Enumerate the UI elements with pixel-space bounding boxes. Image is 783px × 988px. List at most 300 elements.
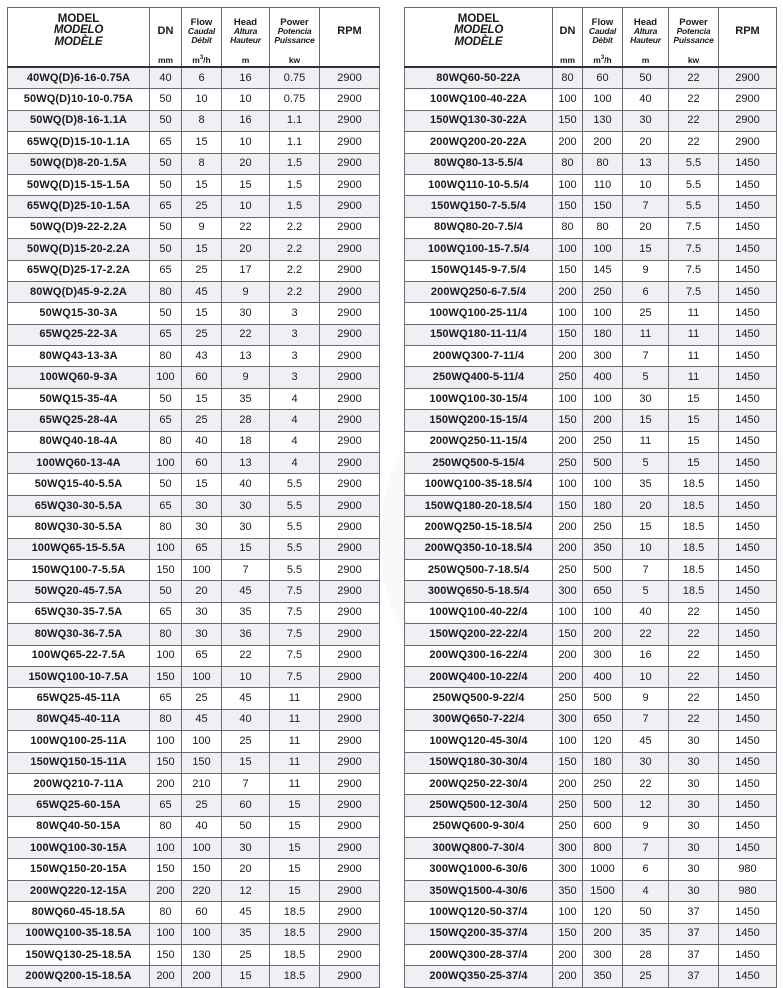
model-cell: 50WQ20-45-7.5A xyxy=(8,581,150,602)
flow-cell: 210 xyxy=(182,773,222,794)
table-row xyxy=(405,602,777,623)
model-cell: 65WQ(D)15-10-1.1A xyxy=(8,132,150,153)
table-row xyxy=(405,239,777,260)
flow-cell: 200 xyxy=(583,923,623,944)
rpm-cell: 1450 xyxy=(719,388,777,409)
model-cell: 80WQ80-13-5.5/4 xyxy=(405,153,553,174)
flow-cell: 650 xyxy=(583,709,623,730)
header-rpm: RPM xyxy=(320,8,380,55)
table-row xyxy=(8,880,380,901)
power-cell: 5.5 xyxy=(270,517,320,538)
rpm-cell: 1450 xyxy=(719,474,777,495)
table-row xyxy=(8,902,380,923)
dn-cell: 200 xyxy=(553,666,583,687)
dn-cell: 100 xyxy=(553,303,583,324)
model-cell: 65WQ25-60-15A xyxy=(8,795,150,816)
head-cell: 9 xyxy=(222,367,270,388)
power-cell: 30 xyxy=(669,816,719,837)
head-cell: 50 xyxy=(623,67,669,89)
model-cell: 50WQ15-40-5.5A xyxy=(8,474,150,495)
head-cell: 13 xyxy=(222,346,270,367)
rpm-cell: 2900 xyxy=(320,880,380,901)
dn-cell: 150 xyxy=(553,260,583,281)
header-dn: DN xyxy=(553,8,583,55)
dn-cell: 150 xyxy=(553,110,583,131)
head-cell: 5 xyxy=(623,581,669,602)
flow-cell: 250 xyxy=(583,773,623,794)
head-cell: 15 xyxy=(623,410,669,431)
head-cell: 35 xyxy=(222,923,270,944)
table-row xyxy=(8,474,380,495)
head-cell: 20 xyxy=(222,859,270,880)
rpm-cell: 2900 xyxy=(320,945,380,966)
table-row xyxy=(8,645,380,666)
head-cell: 12 xyxy=(623,795,669,816)
head-cell: 60 xyxy=(222,795,270,816)
table-row xyxy=(8,945,380,966)
flow-cell: 250 xyxy=(583,281,623,302)
dn-cell: 65 xyxy=(150,260,182,281)
flow-cell: 120 xyxy=(583,731,623,752)
dn-cell: 50 xyxy=(150,581,182,602)
unit-head: m xyxy=(623,54,669,67)
model-cell: 250WQ600-9-30/4 xyxy=(405,816,553,837)
rpm-cell: 2900 xyxy=(320,538,380,559)
power-cell: 4 xyxy=(270,410,320,431)
head-cell: 50 xyxy=(623,902,669,923)
dn-cell: 200 xyxy=(553,538,583,559)
rpm-cell: 1450 xyxy=(719,495,777,516)
power-cell: 18.5 xyxy=(669,559,719,580)
flow-cell: 180 xyxy=(583,324,623,345)
dn-cell: 150 xyxy=(553,624,583,645)
model-cell: 150WQ180-20-18.5/4 xyxy=(405,495,553,516)
model-cell: 150WQ200-22-22/4 xyxy=(405,624,553,645)
rpm-cell: 1450 xyxy=(719,966,777,987)
unit-power: kw xyxy=(270,54,320,67)
dn-cell: 300 xyxy=(553,581,583,602)
model-cell: 100WQ100-30-15A xyxy=(8,838,150,859)
pump-spec-table-left xyxy=(7,7,380,988)
power-cell: 7.5 xyxy=(270,666,320,687)
model-cell: 80WQ60-50-22A xyxy=(405,67,553,89)
rpm-cell: 2900 xyxy=(320,816,380,837)
flow-cell: 15 xyxy=(182,388,222,409)
table-row xyxy=(405,731,777,752)
head-cell: 36 xyxy=(222,624,270,645)
power-cell: 11 xyxy=(669,367,719,388)
power-cell: 7.5 xyxy=(270,624,320,645)
flow-cell: 100 xyxy=(182,923,222,944)
power-cell: 11 xyxy=(669,324,719,345)
flow-cell: 1000 xyxy=(583,859,623,880)
head-cell: 7 xyxy=(623,346,669,367)
head-cell: 30 xyxy=(623,110,669,131)
flow-cell: 15 xyxy=(182,132,222,153)
dn-cell: 200 xyxy=(553,517,583,538)
table-row xyxy=(8,731,380,752)
head-cell: 5 xyxy=(623,453,669,474)
rpm-cell: 980 xyxy=(719,880,777,901)
dn-cell: 65 xyxy=(150,795,182,816)
flow-cell: 15 xyxy=(182,174,222,195)
dn-cell: 150 xyxy=(150,859,182,880)
head-cell: 30 xyxy=(222,303,270,324)
table-row xyxy=(8,89,380,110)
dn-cell: 65 xyxy=(150,196,182,217)
dn-cell: 100 xyxy=(150,367,182,388)
head-cell: 7 xyxy=(623,196,669,217)
dn-cell: 50 xyxy=(150,239,182,260)
model-cell: 80WQ40-50-15A xyxy=(8,816,150,837)
power-cell: 22 xyxy=(669,89,719,110)
flow-cell: 100 xyxy=(583,239,623,260)
table-row xyxy=(8,517,380,538)
model-cell: 65WQ(D)25-10-1.5A xyxy=(8,196,150,217)
unit-rpm xyxy=(320,54,380,67)
rpm-cell: 2900 xyxy=(320,709,380,730)
dn-cell: 65 xyxy=(150,495,182,516)
rpm-cell: 1450 xyxy=(719,303,777,324)
rpm-cell: 2900 xyxy=(320,645,380,666)
head-cell: 50 xyxy=(222,816,270,837)
unit-head: m xyxy=(222,54,270,67)
rpm-cell: 2900 xyxy=(320,795,380,816)
power-cell: 1.1 xyxy=(270,132,320,153)
rpm-cell: 1450 xyxy=(719,538,777,559)
table-row xyxy=(405,388,777,409)
model-cell: 80WQ30-36-7.5A xyxy=(8,624,150,645)
rpm-cell: 2900 xyxy=(320,581,380,602)
table-row xyxy=(8,495,380,516)
head-cell: 16 xyxy=(222,110,270,131)
pump-spec-table-right xyxy=(404,7,777,988)
header-rpm: RPM xyxy=(719,8,777,55)
flow-cell: 300 xyxy=(583,945,623,966)
dn-cell: 65 xyxy=(150,410,182,431)
dn-cell: 50 xyxy=(150,110,182,131)
power-cell: 11 xyxy=(270,709,320,730)
power-cell: 2.2 xyxy=(270,260,320,281)
table-row xyxy=(8,110,380,131)
rpm-cell: 2900 xyxy=(719,89,777,110)
rpm-cell: 980 xyxy=(719,859,777,880)
model-cell: 50WQ15-30-3A xyxy=(8,303,150,324)
flow-cell: 30 xyxy=(182,624,222,645)
dn-cell: 250 xyxy=(553,453,583,474)
dn-cell: 100 xyxy=(150,538,182,559)
flow-cell: 8 xyxy=(182,110,222,131)
flow-cell: 30 xyxy=(182,495,222,516)
table-row xyxy=(405,966,777,987)
rpm-cell: 2900 xyxy=(320,324,380,345)
rpm-cell: 2900 xyxy=(320,453,380,474)
dn-cell: 50 xyxy=(150,153,182,174)
table-row xyxy=(8,581,380,602)
flow-cell: 130 xyxy=(583,110,623,131)
head-cell: 16 xyxy=(222,67,270,89)
power-cell: 11 xyxy=(270,752,320,773)
model-cell: 65WQ30-30-5.5A xyxy=(8,495,150,516)
model-cell: 50WQ15-35-4A xyxy=(8,388,150,409)
flow-cell: 500 xyxy=(583,688,623,709)
flow-cell: 80 xyxy=(583,153,623,174)
head-cell: 11 xyxy=(623,324,669,345)
model-cell: 50WQ(D)15-15-1.5A xyxy=(8,174,150,195)
head-cell: 7 xyxy=(623,709,669,730)
dn-cell: 65 xyxy=(150,688,182,709)
table-row xyxy=(8,153,380,174)
power-cell: 30 xyxy=(669,752,719,773)
table-row xyxy=(405,923,777,944)
header-dn: DN xyxy=(150,8,182,55)
dn-cell: 100 xyxy=(553,731,583,752)
head-cell: 15 xyxy=(623,239,669,260)
table-row xyxy=(8,773,380,794)
head-cell: 9 xyxy=(623,260,669,281)
dn-cell: 100 xyxy=(150,731,182,752)
flow-cell: 45 xyxy=(182,281,222,302)
model-cell: 80WQ45-40-11A xyxy=(8,709,150,730)
rpm-cell: 1450 xyxy=(719,410,777,431)
flow-cell: 25 xyxy=(182,260,222,281)
rpm-cell: 2900 xyxy=(320,923,380,944)
rpm-cell: 2900 xyxy=(320,752,380,773)
flow-cell: 6 xyxy=(182,67,222,89)
head-cell: 20 xyxy=(623,132,669,153)
head-cell: 10 xyxy=(222,666,270,687)
power-cell: 3 xyxy=(270,367,320,388)
dn-cell: 300 xyxy=(553,838,583,859)
rpm-cell: 1450 xyxy=(719,581,777,602)
power-cell: 15 xyxy=(270,859,320,880)
head-cell: 18 xyxy=(222,431,270,452)
dn-cell: 150 xyxy=(553,923,583,944)
model-cell: 200WQ250-6-7.5/4 xyxy=(405,281,553,302)
flow-cell: 100 xyxy=(583,474,623,495)
head-cell: 7 xyxy=(222,559,270,580)
table-row xyxy=(405,816,777,837)
rpm-cell: 2900 xyxy=(320,388,380,409)
head-cell: 35 xyxy=(623,923,669,944)
model-cell: 50WQ(D)8-20-1.5A xyxy=(8,153,150,174)
flow-cell: 20 xyxy=(182,581,222,602)
model-cell: 250WQ400-5-11/4 xyxy=(405,367,553,388)
rpm-cell: 2900 xyxy=(719,67,777,89)
model-cell: 80WQ60-45-18.5A xyxy=(8,902,150,923)
rpm-cell: 1450 xyxy=(719,945,777,966)
rpm-cell: 1450 xyxy=(719,153,777,174)
model-cell: 150WQ200-35-37/4 xyxy=(405,923,553,944)
model-cell: 100WQ60-9-3A xyxy=(8,367,150,388)
rpm-cell: 2900 xyxy=(320,838,380,859)
table-row xyxy=(405,367,777,388)
dn-cell: 100 xyxy=(553,388,583,409)
flow-cell: 15 xyxy=(182,474,222,495)
head-cell: 35 xyxy=(222,602,270,623)
head-cell: 28 xyxy=(623,945,669,966)
power-cell: 11 xyxy=(270,731,320,752)
head-cell: 15 xyxy=(623,517,669,538)
flow-cell: 250 xyxy=(583,431,623,452)
header-power: Power Potencia Puissance xyxy=(669,8,719,55)
model-cell: 150WQ130-30-22A xyxy=(405,110,553,131)
table-row xyxy=(8,795,380,816)
table-row xyxy=(405,709,777,730)
head-cell: 10 xyxy=(222,89,270,110)
head-cell: 12 xyxy=(222,880,270,901)
rpm-cell: 1450 xyxy=(719,367,777,388)
dn-cell: 40 xyxy=(150,67,182,89)
power-cell: 15 xyxy=(270,880,320,901)
flow-cell: 60 xyxy=(583,67,623,89)
unit-flow: $m^3/h$ xyxy=(583,54,623,67)
model-cell: 150WQ200-15-15/4 xyxy=(405,410,553,431)
model-cell: 300WQ1000-6-30/6 xyxy=(405,859,553,880)
head-cell: 20 xyxy=(222,153,270,174)
model-cell: 65WQ30-35-7.5A xyxy=(8,602,150,623)
unit-power: kw xyxy=(669,54,719,67)
table-row xyxy=(8,346,380,367)
dn-cell: 50 xyxy=(150,217,182,238)
dn-cell: 80 xyxy=(150,281,182,302)
model-cell: 100WQ100-40-22/4 xyxy=(405,602,553,623)
head-cell: 22 xyxy=(222,324,270,345)
power-cell: 22 xyxy=(669,132,719,153)
table-row xyxy=(8,324,380,345)
power-cell: 22 xyxy=(669,688,719,709)
flow-cell: 15 xyxy=(182,239,222,260)
table-row xyxy=(405,624,777,645)
head-cell: 30 xyxy=(222,517,270,538)
flow-cell: 9 xyxy=(182,217,222,238)
model-cell: 300WQ800-7-30/4 xyxy=(405,838,553,859)
flow-cell: 10 xyxy=(182,89,222,110)
dn-cell: 150 xyxy=(150,945,182,966)
rpm-cell: 1450 xyxy=(719,773,777,794)
table-row xyxy=(8,281,380,302)
head-cell: 6 xyxy=(623,859,669,880)
power-cell: 30 xyxy=(669,773,719,794)
flow-cell: 60 xyxy=(182,453,222,474)
model-cell: 100WQ60-13-4A xyxy=(8,453,150,474)
table-row xyxy=(8,388,380,409)
unit-rpm xyxy=(719,54,777,67)
flow-cell: 65 xyxy=(182,538,222,559)
rpm-cell: 2900 xyxy=(320,303,380,324)
table-row xyxy=(405,153,777,174)
dn-cell: 65 xyxy=(150,132,182,153)
power-cell: 18.5 xyxy=(270,966,320,987)
dn-cell: 250 xyxy=(553,795,583,816)
rpm-cell: 2900 xyxy=(320,239,380,260)
table-row xyxy=(8,838,380,859)
head-cell: 28 xyxy=(222,410,270,431)
head-cell: 35 xyxy=(222,388,270,409)
model-cell: 200WQ300-7-11/4 xyxy=(405,346,553,367)
table-row xyxy=(8,67,380,89)
power-cell: 1.5 xyxy=(270,174,320,195)
table-row xyxy=(8,709,380,730)
rpm-cell: 2900 xyxy=(320,495,380,516)
table-row xyxy=(8,239,380,260)
flow-cell: 150 xyxy=(182,752,222,773)
head-cell: 13 xyxy=(222,453,270,474)
unit-model xyxy=(8,54,150,67)
table-row xyxy=(8,260,380,281)
power-cell: 18.5 xyxy=(270,923,320,944)
model-cell: 65WQ25-22-3A xyxy=(8,324,150,345)
head-cell: 15 xyxy=(222,174,270,195)
table-row xyxy=(8,816,380,837)
table-row xyxy=(8,431,380,452)
rpm-cell: 1450 xyxy=(719,239,777,260)
table-row xyxy=(8,410,380,431)
table-row xyxy=(405,196,777,217)
model-cell: 200WQ200-15-18.5A xyxy=(8,966,150,987)
model-cell: 100WQ120-45-30/4 xyxy=(405,731,553,752)
table-row xyxy=(8,196,380,217)
model-cell: 100WQ100-15-7.5/4 xyxy=(405,239,553,260)
rpm-cell: 1450 xyxy=(719,709,777,730)
rpm-cell: 1450 xyxy=(719,731,777,752)
model-cell: 50WQ(D)15-20-2.2A xyxy=(8,239,150,260)
flow-cell: 43 xyxy=(182,346,222,367)
flow-cell: 200 xyxy=(583,132,623,153)
dn-cell: 150 xyxy=(150,666,182,687)
dn-cell: 100 xyxy=(150,645,182,666)
dn-cell: 80 xyxy=(553,67,583,89)
power-cell: 7.5 xyxy=(669,260,719,281)
head-cell: 45 xyxy=(222,902,270,923)
flow-cell: 500 xyxy=(583,559,623,580)
model-cell: 100WQ65-22-7.5A xyxy=(8,645,150,666)
flow-cell: 60 xyxy=(182,367,222,388)
table-row xyxy=(8,559,380,580)
model-cell: 250WQ500-5-15/4 xyxy=(405,453,553,474)
power-cell: 22 xyxy=(669,67,719,89)
flow-cell: 200 xyxy=(583,410,623,431)
header-flow: Flow Caudal Débit xyxy=(182,8,222,55)
power-cell: 15 xyxy=(669,431,719,452)
head-cell: 6 xyxy=(623,281,669,302)
head-cell: 20 xyxy=(623,217,669,238)
power-cell: 18.5 xyxy=(669,495,719,516)
table-row xyxy=(405,495,777,516)
flow-cell: 25 xyxy=(182,324,222,345)
dn-cell: 50 xyxy=(150,174,182,195)
head-cell: 10 xyxy=(623,538,669,559)
dn-cell: 350 xyxy=(553,880,583,901)
head-cell: 10 xyxy=(222,132,270,153)
power-cell: 22 xyxy=(669,645,719,666)
rpm-cell: 1450 xyxy=(719,752,777,773)
model-cell: 100WQ110-10-5.5/4 xyxy=(405,174,553,195)
head-cell: 25 xyxy=(623,303,669,324)
flow-cell: 150 xyxy=(182,859,222,880)
flow-cell: 40 xyxy=(182,816,222,837)
table-row xyxy=(8,174,380,195)
rpm-cell: 2900 xyxy=(320,410,380,431)
dn-cell: 80 xyxy=(150,709,182,730)
rpm-cell: 2900 xyxy=(320,217,380,238)
rpm-cell: 2900 xyxy=(320,89,380,110)
dn-cell: 80 xyxy=(553,153,583,174)
flow-cell: 1500 xyxy=(583,880,623,901)
power-cell: 7.5 xyxy=(270,645,320,666)
dn-cell: 200 xyxy=(553,431,583,452)
head-cell: 10 xyxy=(623,666,669,687)
